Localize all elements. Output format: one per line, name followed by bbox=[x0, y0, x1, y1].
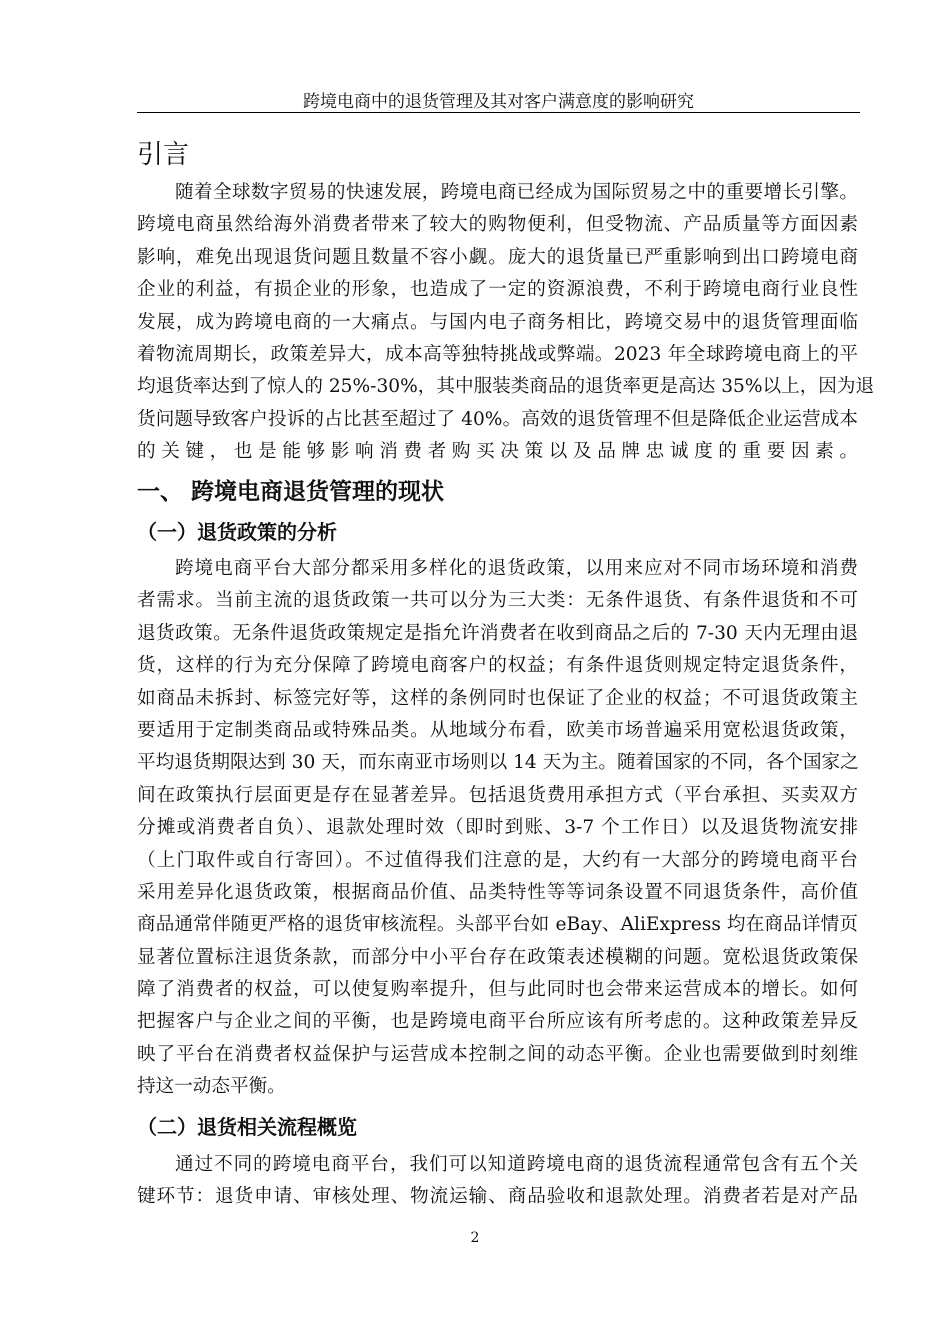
running-header: 跨境电商中的退货管理及其对客户满意度的影响研究 bbox=[303, 92, 694, 112]
text-line: 如商品未拆封、标签完好等，这样的条例同时也保证了企业的权益；不可退货政策主 bbox=[137, 687, 858, 709]
text-line: 键环节：退货申请、审核处理、物流运输、商品验收和退款处理。消费者若是对产品 bbox=[137, 1186, 858, 1208]
text-line: 跨境电商平台大部分都采用多样化的退货政策，以用来应对不同市场环境和消费 bbox=[175, 558, 858, 579]
text-line: 映了平台在消费者权益保护与运营成本控制之间的动态平衡。企业也需要做到时刻维 bbox=[137, 1043, 858, 1065]
text-line: 把握客户与企业之间的平衡，也是跨境电商平台所应该有所考虑的。这种政策差异反 bbox=[137, 1011, 858, 1033]
text-line: 显著位置标注退货条款，而部分中小平台存在政策表述模糊的问题。宽松退货政策保 bbox=[137, 946, 858, 968]
text-line: 货，这样的行为充分保障了跨境电商客户的权益；有条件退货则规定特定退货条件， bbox=[137, 655, 858, 677]
text-line: 发展，成为跨境电商的一大痛点。与国内电子商务相比，跨境交易中的退货管理面临 bbox=[137, 311, 858, 333]
text-line: 要适用于定制类商品或特殊品类。从地域分布看，欧美市场普遍采用宽松退货政策， bbox=[137, 719, 858, 741]
text-line: 影响，难免出现退货问题且数量不容小觑。庞大的退货量已严重影响到出口跨境电商 bbox=[137, 246, 858, 268]
section-1-heading: 一、 跨境电商退货管理的现状 bbox=[137, 479, 445, 505]
text-line: 平均退货期限达到 30 天，而东南亚市场则以 14 天为主。随着国家的不同，各个国家之 bbox=[137, 752, 859, 774]
text-line: 间在政策执行层面更是存在显著差异。包括退货费用承担方式（平台承担、买卖双方 bbox=[137, 784, 858, 806]
text-line: （上门取件或自行寄回）。不过值得我们注意的是，大约有一大部分的跨境电商平台 bbox=[137, 849, 858, 871]
text-line: 持这一动态平衡。 bbox=[137, 1076, 286, 1098]
subsection-1-heading: （一）退货政策的分析 bbox=[137, 520, 337, 544]
intro-heading: 引言 bbox=[137, 140, 190, 170]
intro-paragraph bbox=[137, 177, 875, 469]
subsection-2-heading: （二）退货相关流程概览 bbox=[137, 1115, 357, 1139]
text-line: 随着全球数字贸易的快速发展，跨境电商已经成为国际贸易之中的重要增长引擎。 bbox=[175, 182, 858, 203]
text-line: 商品通常伴随更严格的退货审核流程。头部平台如 eBay、AliExpress 均在商品详情页 bbox=[137, 914, 858, 936]
page-number: 2 bbox=[470, 1230, 480, 1246]
text-line: 货问题导致客户投诉的占比甚至超过了 40%。高效的退货管理不但是降低企业运营成本 bbox=[137, 408, 858, 430]
header-rule bbox=[137, 112, 860, 113]
text-line: 均退货率达到了惊人的 25%-30%，其中服装类商品的退货率更是高达 35%以上，因为退 bbox=[137, 376, 875, 398]
subsection-2-paragraph bbox=[137, 1149, 858, 1214]
subsection-1-paragraph bbox=[137, 553, 858, 1104]
text-line: 的关键，也是能够影响消费者购买决策以及品牌忠诚度的重要因素。 bbox=[137, 441, 858, 463]
text-line: 企业的利益，有损企业的形象，也造成了一定的资源浪费，不利于跨境电商行业良性 bbox=[137, 279, 858, 301]
text-line: 采用差异化退货政策，根据商品价值、品类特性等等词条设置不同退货条件，高价值 bbox=[137, 881, 858, 903]
text-line: 者需求。当前主流的退货政策一共可以分为三大类：无条件退货、有条件退货和不可 bbox=[137, 590, 858, 612]
text-line: 障了消费者的权益，可以使复购率提升，但与此同时也会带来运营成本的增长。如何 bbox=[137, 979, 858, 1001]
text-line: 着物流周期长，政策差异大，成本高等独特挑战或弊端。2023 年全球跨境电商上的平 bbox=[137, 343, 858, 365]
text-line: 跨境电商虽然给海外消费者带来了较大的购物便利，但受物流、产品质量等方面因素 bbox=[137, 214, 858, 236]
text-line: 分摊或消费者自负）、退款处理时效（即时到账、3-7 个工作日）以及退货物流安排 bbox=[137, 817, 858, 839]
text-line: 通过不同的跨境电商平台，我们可以知道跨境电商的退货流程通常包含有五个关 bbox=[175, 1154, 858, 1175]
text-line: 退货政策。无条件退货政策规定是指允许消费者在收到商品之后的 7-30 天内无理由退 bbox=[137, 622, 858, 644]
